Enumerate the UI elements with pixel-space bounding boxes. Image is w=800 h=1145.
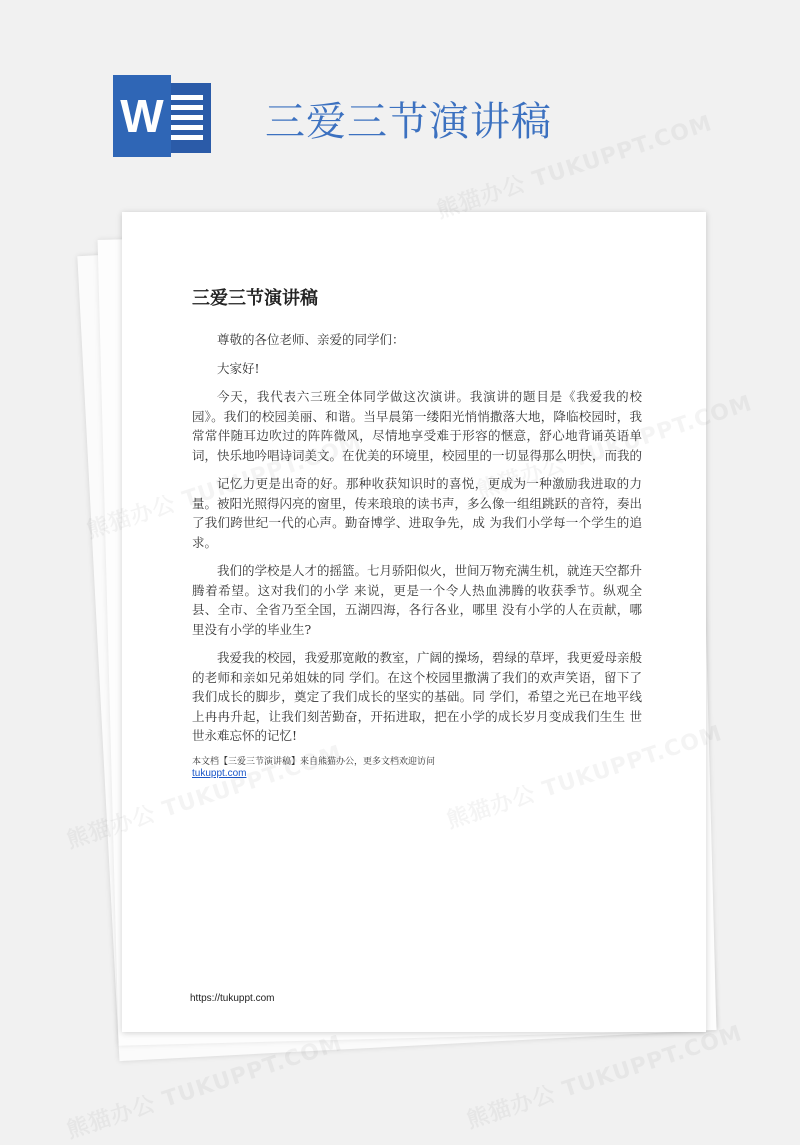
word-document-icon [113,75,211,157]
page-footer-url: https://tukuppt.com [190,993,275,1004]
paragraph: 记忆力更是出奇的好。那种收获知识时的喜悦，更成为一种激励我进取的力量。被阳光照得闪亮的窗里，传来琅琅的读书声，多么像一组组跳跃的音符，奏出了我们跨世纪一代的心声。勤奋博学、进取争先，成 为我们小学每一个学生的追求。 [192,476,643,550]
document-page [122,212,706,1032]
source-link[interactable]: tukuppt.com [192,768,247,779]
page-header [0,0,800,200]
document-title: 三爱三节演讲稿 [192,288,318,309]
paragraph: 今天，我代表六三班全体同学做这次演讲。我演讲的题目是《我爱我的校园》。我们的校园美丽、和谐。当早晨第一缕阳光悄悄撒落大地，降临校园时，我常常伴随耳边吹过的阵阵微风，尽情地享受难于形容的惬意，舒心地背诵英语单词，快乐地吟唱诗词美文。在优美的环境里，校园里的一切显得那么明快，而我的 [192,389,643,463]
word-icon-letter: W [113,75,171,157]
salutation: 尊敬的各位老师、亲爱的同学们： [217,332,405,347]
document-body [192,330,642,755]
paragraph: 我们的学校是人才的摇篮。七月骄阳似火，世间万物充满生机，就连天空都升腾着希望。这对我们的小学 来说，更是一个令人热血沸腾的收获季节。纵观全县、全市、全省乃至全国，五湖四海，各行各业，哪里 没有小学的人在贡献，哪里没有小学的毕业生? [192,563,643,637]
source-note-text: 本文档【三爱三节演讲稿】来自熊猫办公，更多文档欢迎访问 [192,757,436,767]
greeting: 大家好! [217,360,260,376]
header-title: 三爱三节演讲稿 [265,99,552,145]
source-note [192,756,642,780]
paragraph: 我爱我的校园，我爱那宽敞的教室，广阔的操场，碧绿的草坪，我更爱母亲般的老师和亲如兄弟姐妹的同 学们。在这个校园里撒满了我们的欢声笑语，留下了我们成长的脚步，奠定了我们成长的坚实的基础。同 学们，希望之光已在地平线上冉冉升起，让我们刻苦勤奋，开拓进取，把在小学的成长岁月变成我们生生 世世永难忘怀的记忆! [192,650,643,743]
